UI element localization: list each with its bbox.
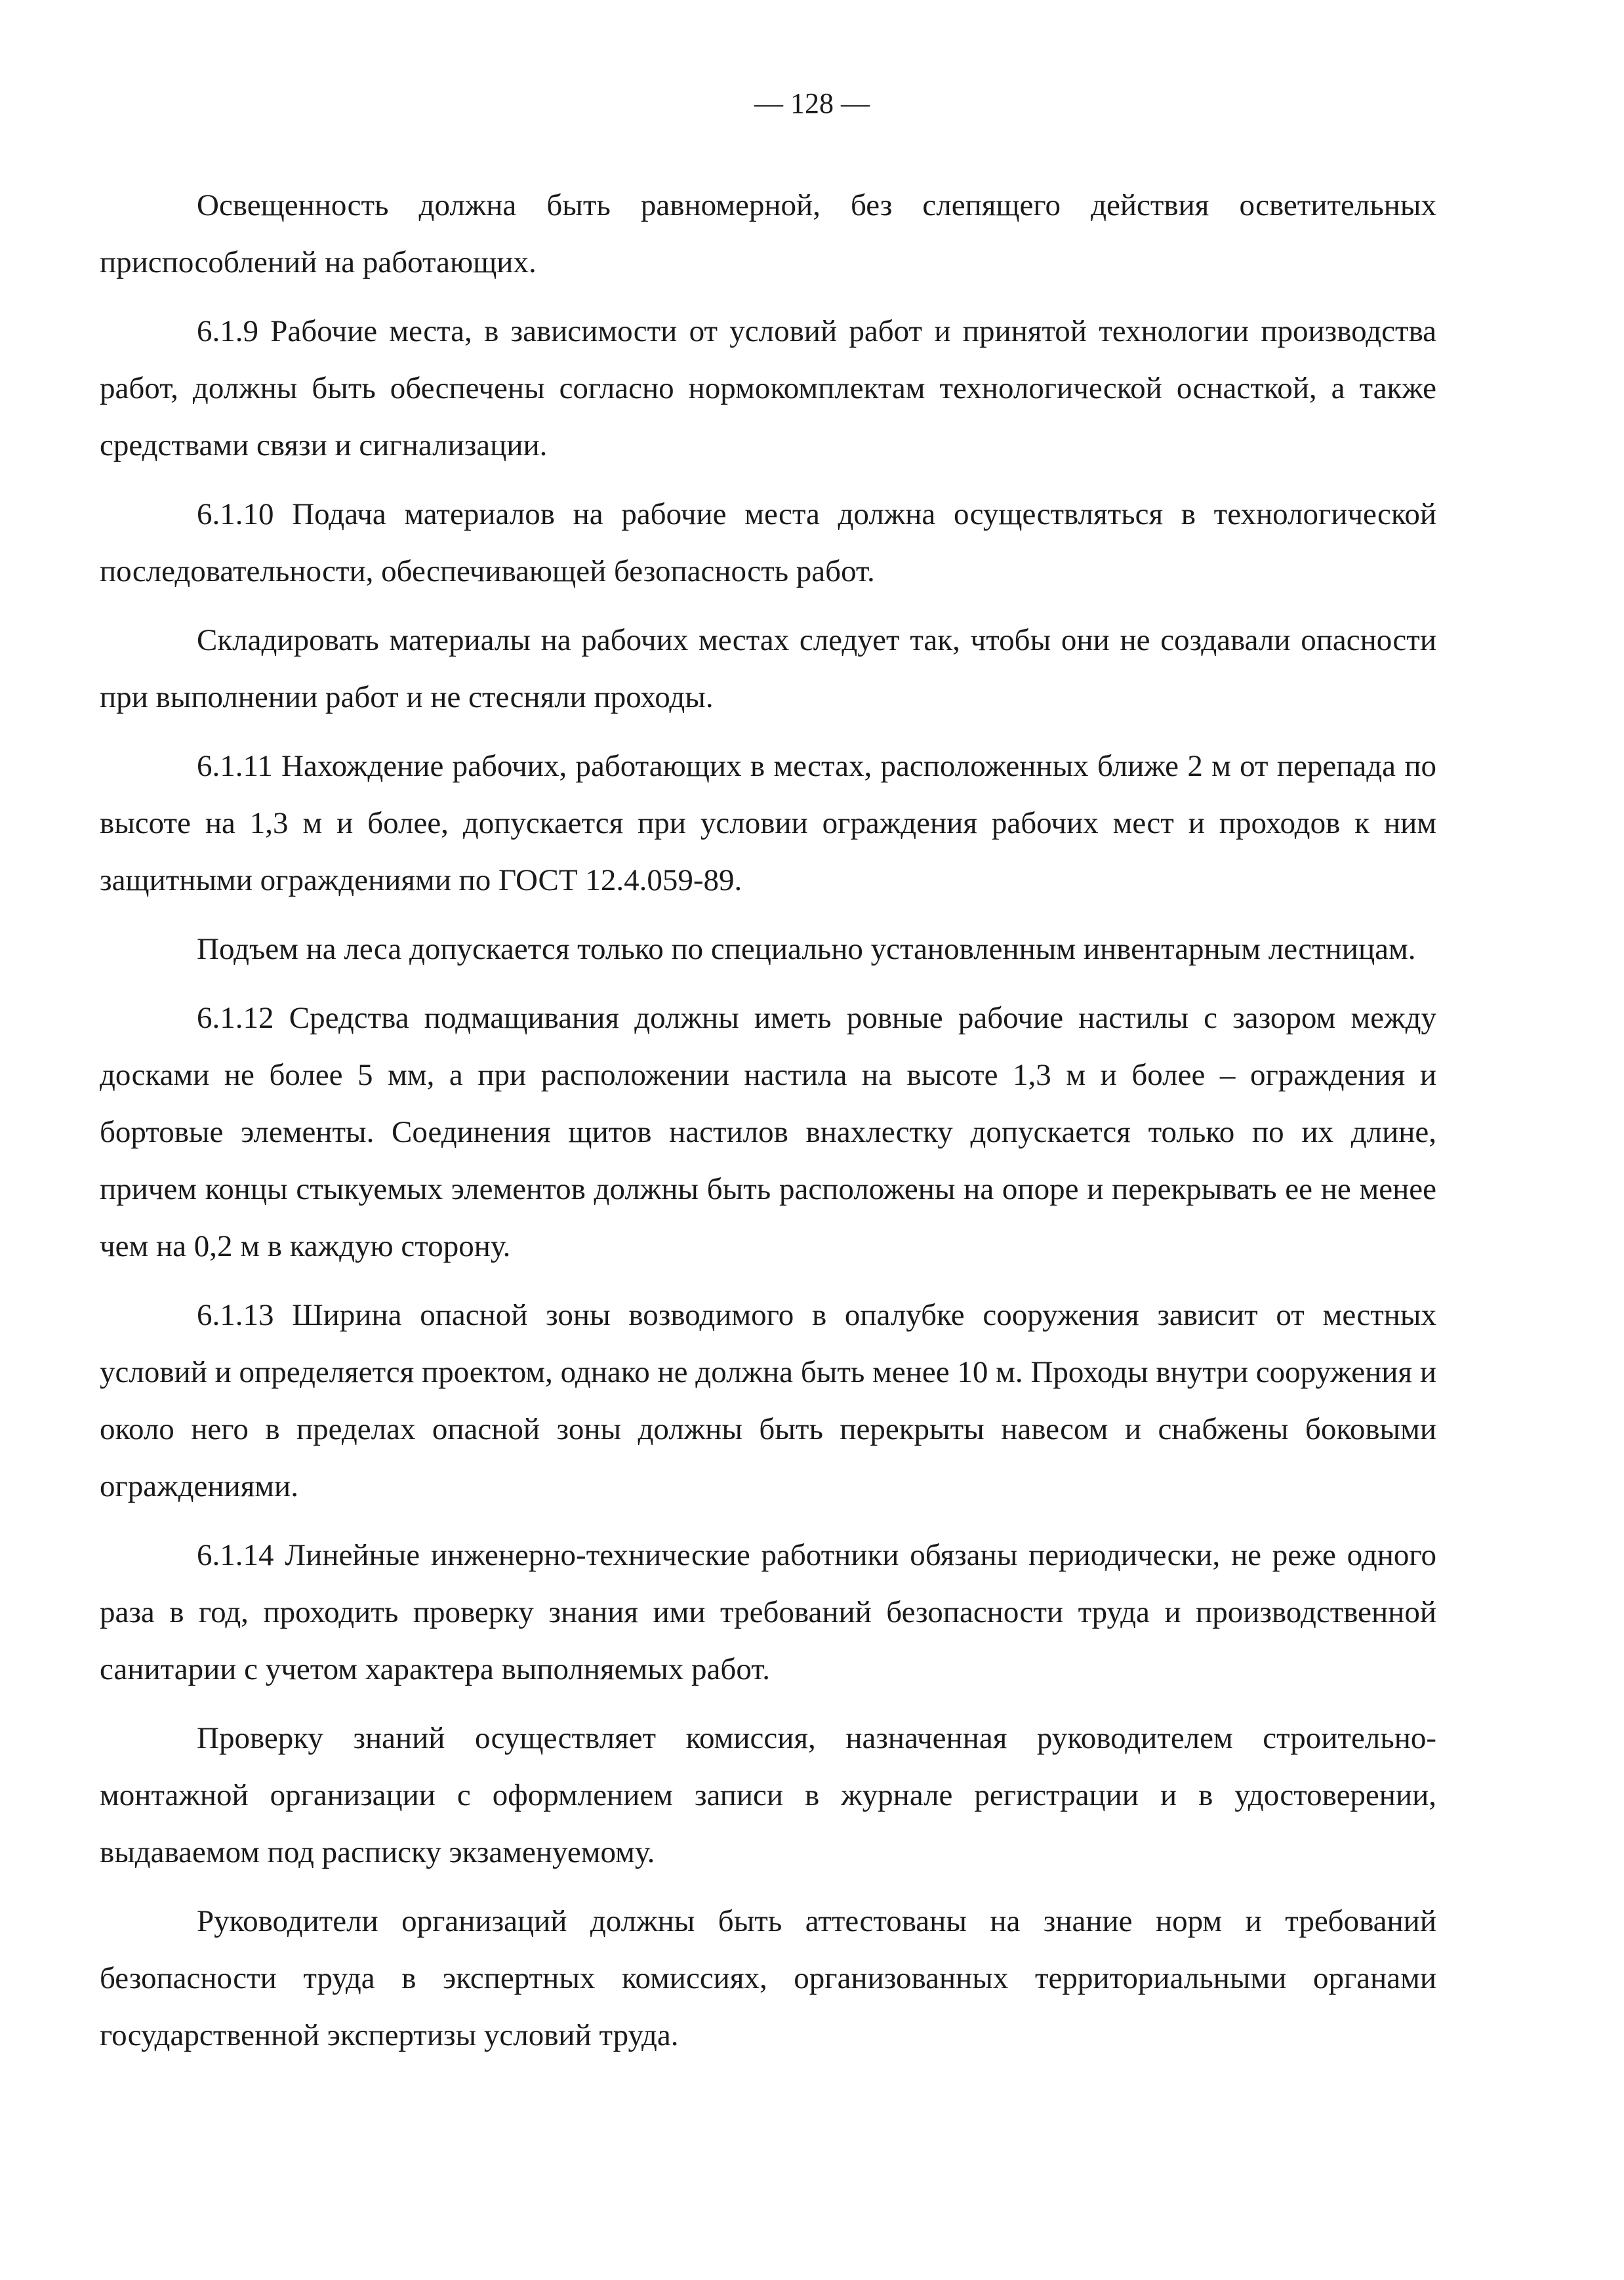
paragraph-storage: Складировать материалы на рабочих местах следует так, чтобы они не создавали опасности при выполнении работ и не стесняли проходы. [100,623,1436,714]
paragraph-managers-certification: Руководители организаций должны быть аттестованы на знание норм и требований безопасности труда в экспертных комиссиях, организованных территориальными органами государственной экспертизы условий труда. [100,1904,1436,2052]
paragraph-scaffold-ladders: Подъем на леса допускается только по специально установленным инвентарным лестницам. [197,932,1416,966]
paragraph-knowledge-check: Проверку знаний осуществляет комиссия, назначенная руководителем строительно-монтажной организации с оформлением записи в журнале регистрации и в удостоверении, выдаваемом под расписку экзаменуемому. [100,1721,1436,1869]
paragraph-6-1-10: 6.1.10 Подача материалов на рабочие места должна осуществляться в технологической последовательности, обеспечивающей безопасность работ. [100,497,1436,588]
paragraph-6-1-12: 6.1.12 Средства подмащивания должны иметь ровные рабочие настилы с зазором между досками не более 5 мм, а при расположении настила на высоте 1,3 м и более – ограждения и бортовые элементы. Соединения щитов настилов внахлестку допускается только по их длине, причем концы стыкуемых элементов должны быть расположены на опоре и перекрывать ее не менее чем на 0,2 м в каждую сторону. [100,1001,1436,1263]
page-number: — 128 — [754,87,870,119]
paragraph-6-1-14: 6.1.14 Линейные инженерно-технические работники обязаны периодически, не реже одного раза в год, проходить проверку знания ими требований безопасности труда и производственной санитарии с учетом характера выполняемых работ. [100,1538,1436,1686]
paragraph-illumination: Освещенность должна быть равномерной, без слепящего действия осветительных приспособлений на работающих. [100,188,1436,279]
document-body [100,177,1436,2076]
paragraph-6-1-9: 6.1.9 Рабочие места, в зависимости от условий работ и принятой технологии производства работ, должны быть обеспечены согласно нормокомплектам технологической оснасткой, а также средствами связи и сигнализации. [100,314,1436,462]
paragraph-6-1-11: 6.1.11 Нахождение рабочих, работающих в местах, расположенных ближе 2 м от перепада по высоте на 1,3 м и более, допускается при условии ограждения рабочих мест и проходов к ним защитными ограждениями по ГОСТ 12.4.059-89. [100,749,1436,897]
paragraph-6-1-13: 6.1.13 Ширина опасной зоны возводимого в опалубке сооружения зависит от местных условий и определяется проектом, однако не должна быть менее 10 м. Проходы внутри сооружения и около него в пределах опасной зоны должны быть перекрыты навесом и снабжены боковыми ограждениями. [100,1298,1436,1503]
